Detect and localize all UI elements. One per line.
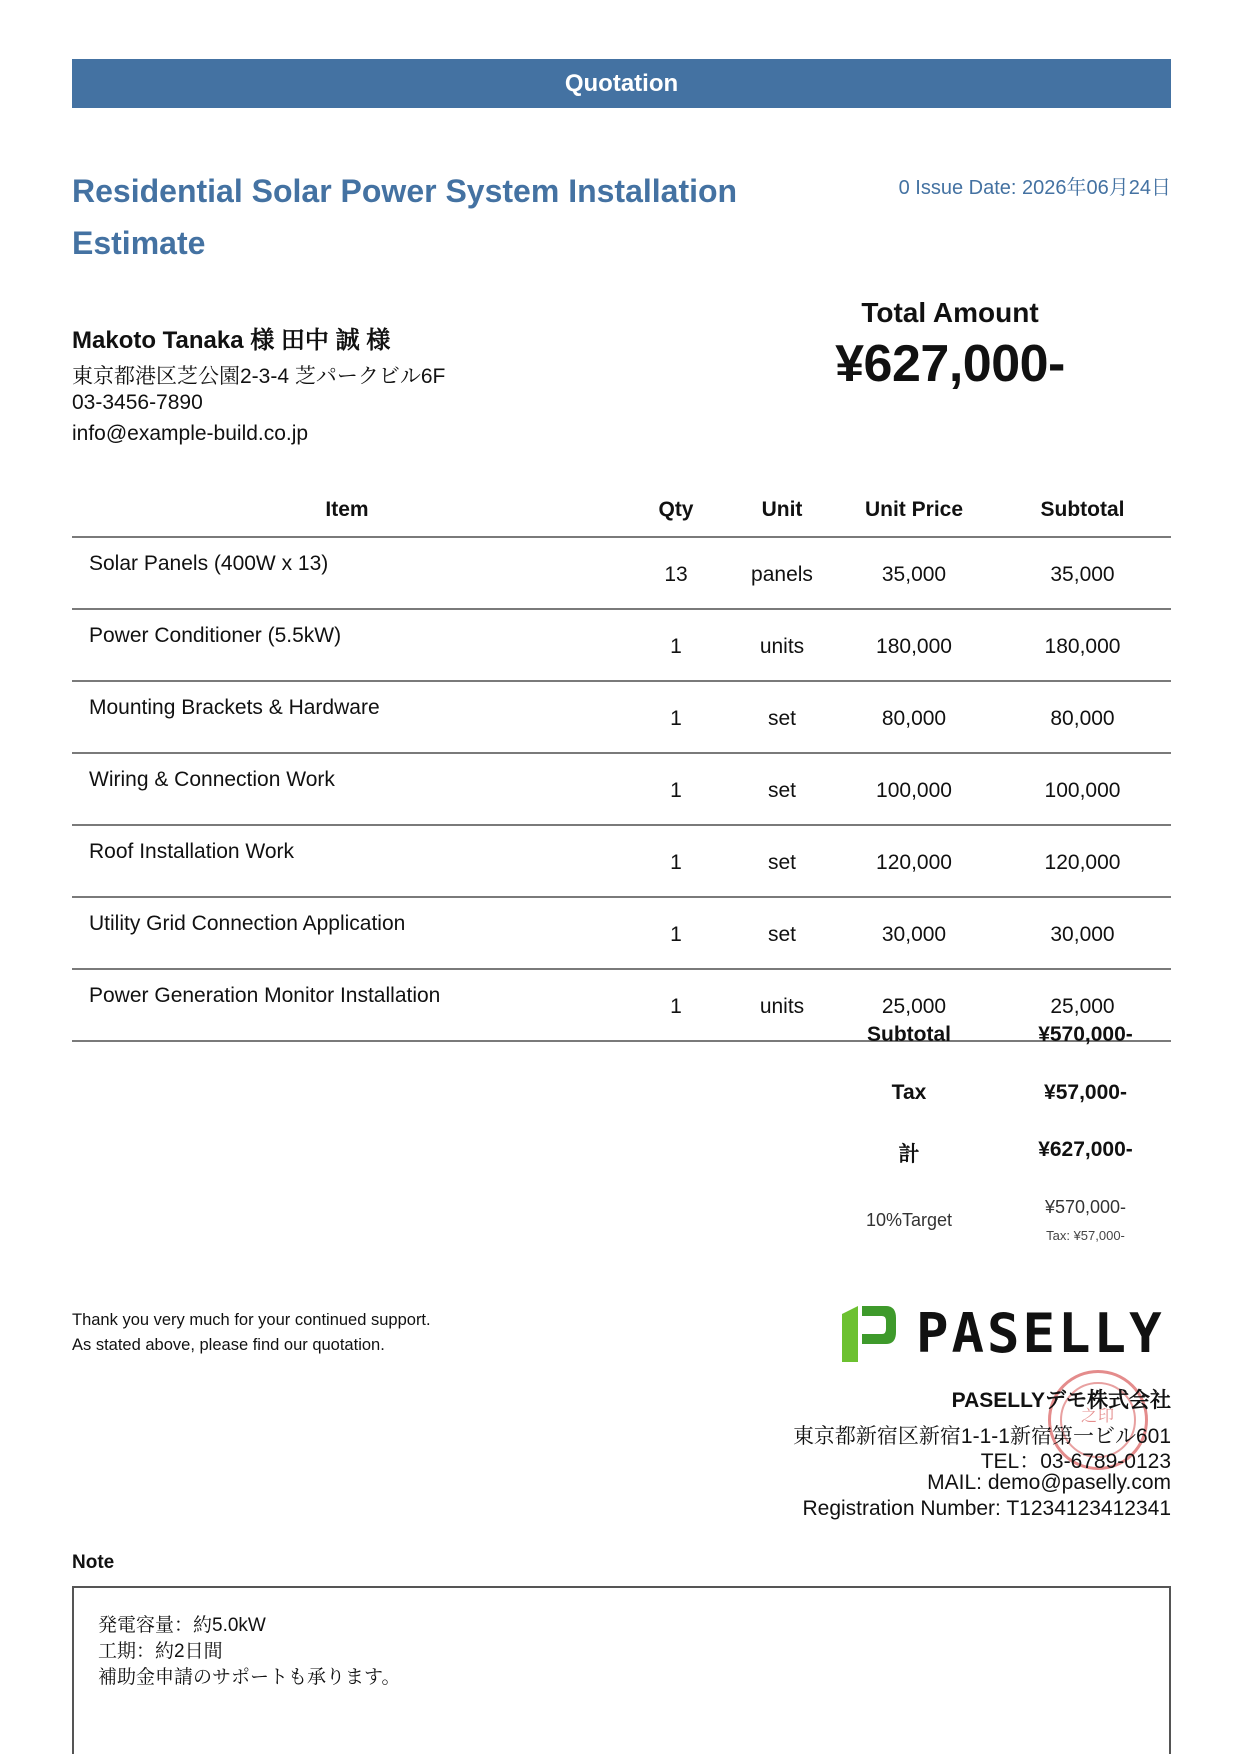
- cell-qty: 13: [622, 537, 730, 609]
- cell-item: Power Generation Monitor Installation: [72, 969, 622, 1041]
- cell-subtotal: 100,000: [994, 753, 1171, 825]
- company-logo: [838, 1304, 1173, 1369]
- summary-subtotal-label: Subtotal: [867, 1023, 951, 1046]
- cell-unit-price: 120,000: [834, 825, 994, 897]
- note-line-2: 工期：約2日間: [98, 1641, 223, 1662]
- table-row: [72, 897, 1171, 969]
- customer-phone: 03-3456-7890: [72, 391, 203, 414]
- company-registration: Registration Number: T1234123412341: [802, 1497, 1171, 1520]
- company-name: PASELLYデモ株式会社: [951, 1389, 1171, 1412]
- cell-unit: set: [730, 753, 834, 825]
- cell-qty: 1: [622, 825, 730, 897]
- total-amount-label: Total Amount: [861, 297, 1039, 328]
- cell-subtotal: 180,000: [994, 609, 1171, 681]
- cell-subtotal: 25,000: [994, 969, 1171, 1041]
- logo-wordmark: PASELLY: [916, 1302, 1165, 1365]
- cell-unit: set: [730, 681, 834, 753]
- customer-name: Makoto Tanaka 様 田中 誠 様: [72, 327, 391, 354]
- document-title-line2: Estimate: [72, 225, 206, 261]
- summary-subtotal-value: ¥570,000-: [1038, 1023, 1133, 1046]
- cell-unit-price: 25,000: [834, 969, 994, 1041]
- table-row: [72, 537, 1171, 609]
- thanks-line-2: As stated above, please find our quotation.: [72, 1336, 385, 1354]
- note-line-3: 補助金申請のサポートも承ります。: [98, 1667, 401, 1688]
- company-address: 東京都新宿区新宿1-1-1新宿第一ビル601: [792, 1425, 1171, 1448]
- document-title: [72, 165, 772, 269]
- cell-item: Roof Installation Work: [72, 825, 622, 897]
- cell-unit: panels: [730, 537, 834, 609]
- cell-unit: units: [730, 969, 834, 1041]
- summary-total-label: 計: [898, 1143, 920, 1166]
- table-row: [72, 609, 1171, 681]
- company-tel: TEL：03-6789-0123: [980, 1450, 1171, 1473]
- cell-qty: 1: [622, 609, 730, 681]
- cell-item: Solar Panels (400W x 13): [72, 537, 622, 609]
- seal-text: 之印: [1080, 1408, 1115, 1425]
- tax-target-tax: Tax: ¥57,000-: [1046, 1228, 1125, 1243]
- cell-unit-price: 180,000: [834, 609, 994, 681]
- table-row: [72, 681, 1171, 753]
- cell-item: Utility Grid Connection Application: [72, 897, 622, 969]
- tax-target-label: 10%Target: [865, 1210, 953, 1230]
- cell-unit-price: 100,000: [834, 753, 994, 825]
- note-title: Note: [72, 1552, 115, 1573]
- cell-item: Power Conditioner (5.5kW): [72, 609, 622, 681]
- total-amount-value: ¥627,000-: [835, 335, 1065, 393]
- note-line-1: 発電容量：約5.0kW: [98, 1615, 266, 1636]
- column-header-unit-price: Unit Price: [834, 484, 994, 537]
- cell-subtotal: 120,000: [994, 825, 1171, 897]
- cell-subtotal: 30,000: [994, 897, 1171, 969]
- cell-item: Mounting Brackets & Hardware: [72, 681, 622, 753]
- items-table: [72, 484, 1171, 1042]
- cell-unit-price: 35,000: [834, 537, 994, 609]
- customer-address: 東京都港区芝公園2-3-4 芝パークビル6F: [72, 365, 446, 388]
- cell-unit-price: 30,000: [834, 897, 994, 969]
- cell-qty: 1: [622, 969, 730, 1041]
- cell-subtotal: 35,000: [994, 537, 1171, 609]
- cell-unit-price: 80,000: [834, 681, 994, 753]
- customer-email: info@example-build.co.jp: [72, 422, 309, 445]
- column-header-unit: Unit: [730, 484, 834, 537]
- cell-qty: 1: [622, 753, 730, 825]
- table-row: [72, 825, 1171, 897]
- summary-total-value: ¥627,000-: [1038, 1138, 1133, 1161]
- column-header-qty: Qty: [622, 484, 730, 537]
- cell-subtotal: 80,000: [994, 681, 1171, 753]
- quotation-header-band: Quotation: [72, 59, 1171, 108]
- table-header-row: [72, 484, 1171, 537]
- tax-target-value: ¥570,000-: [1044, 1197, 1127, 1217]
- thanks-line-1: Thank you very much for your continued support.: [72, 1311, 431, 1329]
- cell-item: Wiring & Connection Work: [72, 753, 622, 825]
- cell-unit: set: [730, 825, 834, 897]
- table-row: [72, 753, 1171, 825]
- document-title-line1: Residential Solar Power System Installation: [72, 173, 738, 209]
- cell-unit: set: [730, 897, 834, 969]
- summary-tax-label: Tax: [891, 1081, 927, 1104]
- cell-qty: 1: [622, 681, 730, 753]
- cell-qty: 1: [622, 897, 730, 969]
- column-header-item: Item: [72, 484, 622, 537]
- issue-date: 0 Issue Date: 2026年06月24日: [898, 177, 1171, 199]
- company-mail: MAIL: demo@paselly.com: [927, 1471, 1171, 1494]
- summary-tax-value: ¥57,000-: [1044, 1081, 1127, 1104]
- column-header-subtotal: Subtotal: [994, 484, 1171, 537]
- cell-unit: units: [730, 609, 834, 681]
